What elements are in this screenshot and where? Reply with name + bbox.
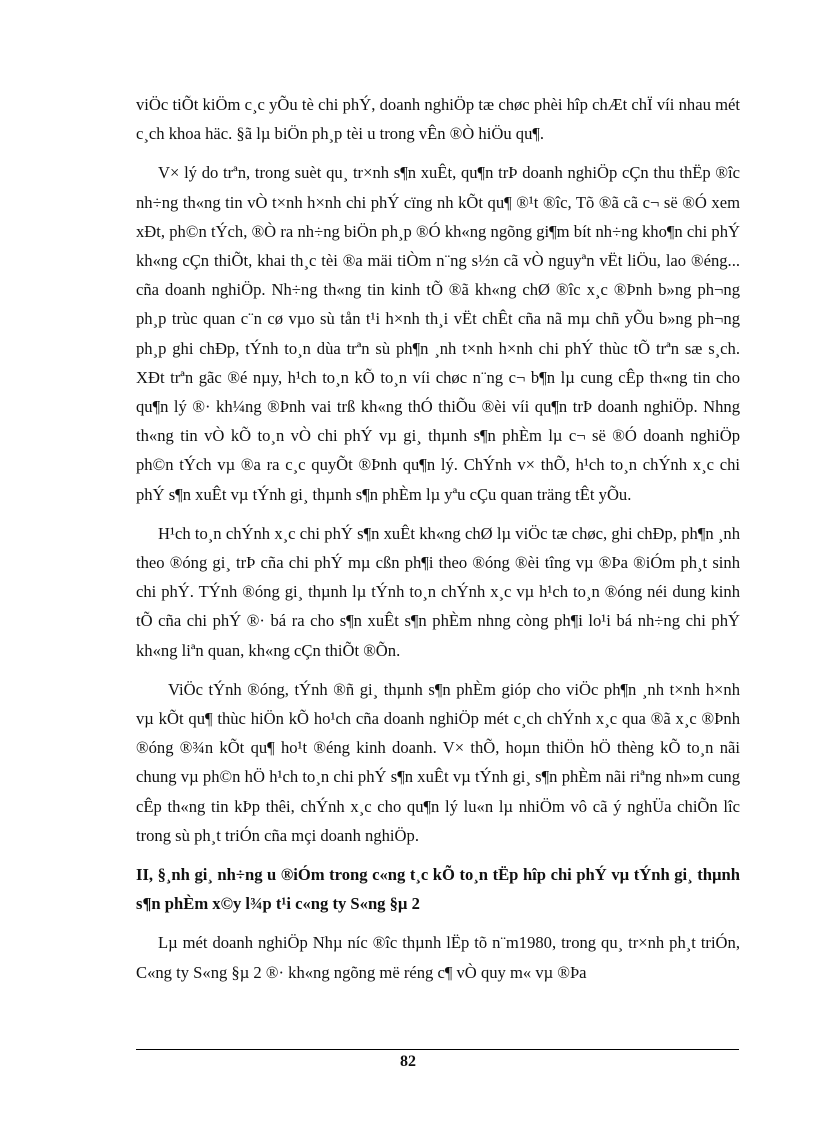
paragraph-2: V× lý do trªn, trong suèt qu¸ tr×nh s¶n xuÊt, qu¶n trÞ doanh nghiÖp cÇn thu thËp ®îc nh÷ng th«ng tin vÒ t×nh h×nh chi phÝ cïng nh kÕt qu¶ ®¹t ®îc, Tõ ®ã cã c¬ së ®Ó xem xÐt, ph©n tÝch, ®Ò ra nh÷ng biÖn ph¸p ®Ó kh«ng ngõng gi¶m bít nh÷ng kho¶n chi phÝ kh«ng cÇn thiÕt, khai th¸c tèi ®a mäi tiÒm n¨ng s½n cã vÒ nguyªn vËt liÖu, lao ®éng... cña doanh nghiÖp. Nh÷ng th«ng tin kinh tÕ ®ã kh«ng chØ ®îc x¸c ®Þnh b»ng ph¬ng ph¸p trùc quan c¨n cø vµo sù tån t¹i h×nh th¸i vËt chÊt cña nã mµ chñ yÕu b»ng ph¬ng ph¸p ghi chÐp, tÝnh to¸n dùa trªn sù ph¶n ¸nh t×nh h×nh chi phÝ thùc tÕ trªn sæ s¸ch. XÐt trªn gãc ®é nµy, h¹ch to¸n kÕ to¸n víi chøc n¨ng c¬ b¶n lµ cung cÊp th«ng tin cho qu¶n lý ®· kh¼ng ®Þnh vai trß kh«ng thÓ thiÕu ®èi víi qu¶n trÞ doanh nghiÖp. Nhng th«ng tin vÒ kÕ to¸n vÒ chi phÝ vµ gi¸ thµnh s¶n phÈm lµ c¬ së ®Ó doanh nghiÖp ph©n tÝch vµ ®a ra c¸c quyÕt ®Þnh qu¶n lý. ChÝnh v× thÕ, h¹ch to¸n chÝnh x¸c chi phÝ s¶n xuÊt vµ tÝnh gi¸ thµnh s¶n phÈm lµ yªu cÇu quan träng tÊt yÕu. bbox=[136, 163, 740, 504]
page-number: 82 bbox=[400, 1053, 416, 1070]
document-body bbox=[136, 90, 740, 997]
paragraph-5: Lµ mét doanh nghiÖp Nhµ níc ®îc thµnh lËp tõ n¨m1980, trong qu¸ tr×nh ph¸t triÓn, C«ng ty S«ng §µ 2 ®· kh«ng ngõng më réng c¶ vÒ quy m« vµ ®Þa bbox=[136, 933, 740, 982]
paragraph-1: viÖc tiÕt kiÖm c¸c yÕu tè chi phÝ, doanh nghiÖp tæ chøc phèi hîp chÆt chÏ víi nhau mét c¸ch khoa häc. §ã lµ biÖn ph¸p tèi u trong vÊn ®Ò hiÖu qu¶. bbox=[136, 95, 740, 144]
paragraph-3: H¹ch to¸n chÝnh x¸c chi phÝ s¶n xuÊt kh«ng chØ lµ viÖc tæ chøc, ghi chÐp, ph¶n ¸nh theo ®óng gi¸ trÞ cña chi phÝ mµ cßn ph¶i theo ®óng ®èi tîng vµ ®Þa ®iÓm ph¸t sinh chi phÝ. TÝnh ®óng gi¸ thµnh lµ tÝnh to¸n chÝnh x¸c vµ h¹ch to¸n ®óng néi dung kinh tÕ cña chi phÝ ®· bá ra cho s¶n xuÊt s¶n phÈm nhng còng ph¶i lo¹i bá nh÷ng chi phÝ kh«ng liªn quan, kh«ng cÇn thiÕt ®Õn. bbox=[136, 523, 740, 660]
footer-divider bbox=[136, 1049, 739, 1050]
paragraph-4: ViÖc tÝnh ®óng, tÝnh ®ñ gi¸ thµnh s¶n phÈm gióp cho viÖc ph¶n ¸nh t×nh h×nh vµ kÕt qu¶ thùc hiÖn kÕ ho¹ch cña doanh nghiÖp mét c¸ch chÝnh x¸c qua ®ã x¸c ®Þnh ®óng ®¾n kÕt qu¶ ho¹t ®éng kinh doanh. V× thÕ, hoµn thiÖn hÖ thèng kÕ to¸n nãi chung vµ ph©n hÖ h¹ch to¸n chi phÝ s¶n xuÊt vµ tÝnh gi¸ s¶n phÈm nãi riªng nh»m cung cÊp th«ng tin kÞp thêi, chÝnh x¸c cho qu¶n lý lu«n lµ nhiÖm vô cã ý nghÜa chiÕn lîc trong sù ph¸t triÓn cña mçi doanh nghiÖp. bbox=[136, 679, 740, 845]
section-heading: II, §¸nh gi¸ nh÷ng u ®iÓm trong c«ng t¸c kÕ to¸n tËp hîp chi phÝ vµ tÝnh gi¸ thµnh s¶n phÈm x©y l¾p t¹i c«ng ty S«ng §µ 2 bbox=[136, 865, 740, 914]
